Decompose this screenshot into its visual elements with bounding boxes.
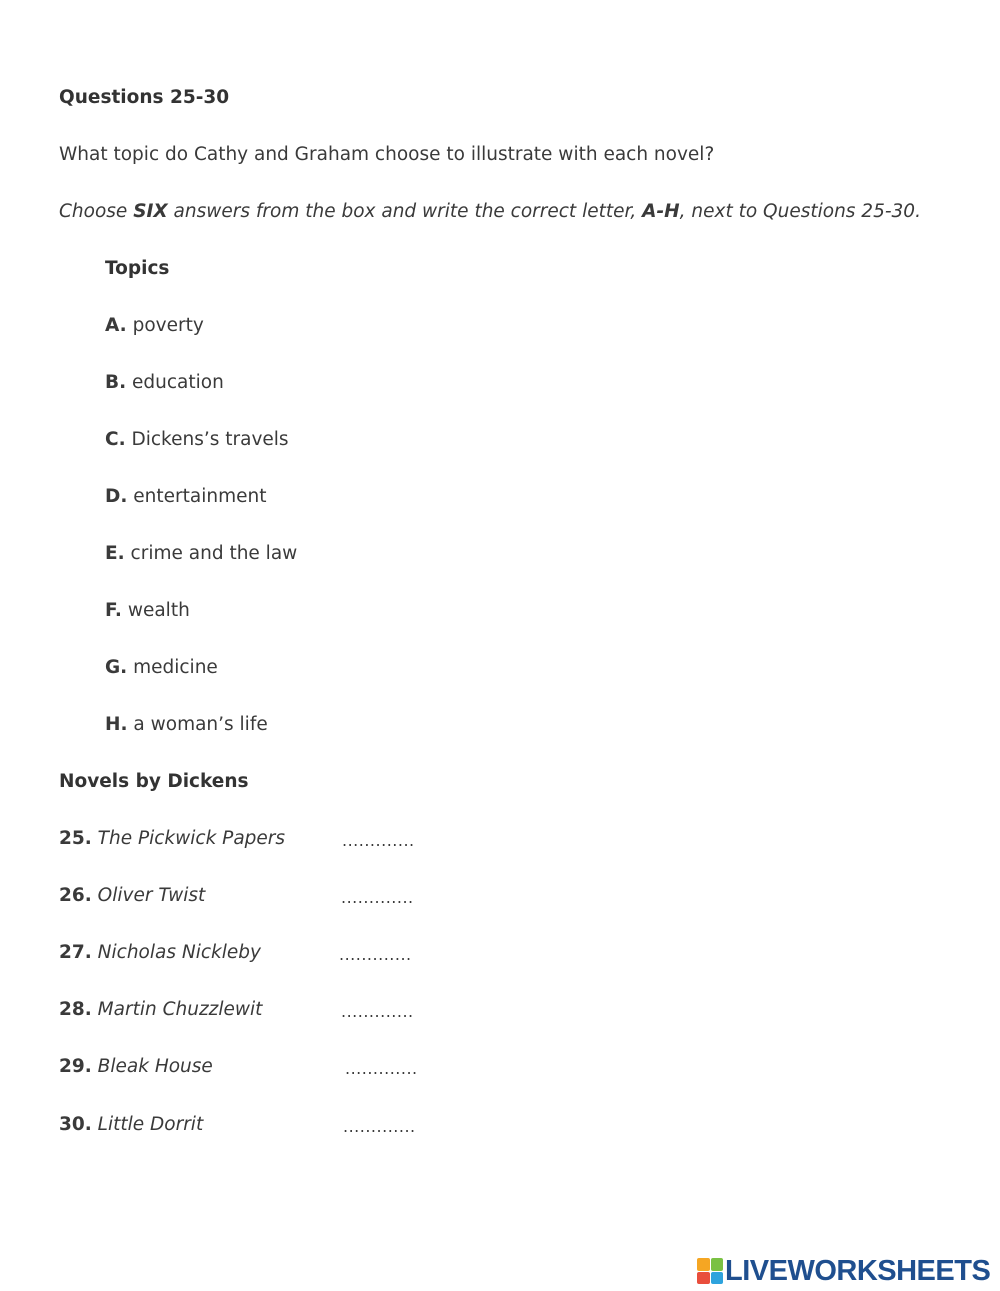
answer-blank[interactable]: .............	[341, 1002, 414, 1021]
instruction-text: Choose SIX answers from the box and write the correct letter, A-H, next to Questions 25-30.	[59, 201, 921, 222]
answer-blank[interactable]: .............	[345, 1059, 418, 1078]
topic-item: G. medicine	[105, 657, 218, 678]
topic-item: H. a woman’s life	[105, 714, 268, 735]
novel-item: 27. Nicholas Nickleby	[59, 942, 261, 963]
topic-item: F. wealth	[105, 600, 190, 621]
questions-title: Questions 25-30	[59, 87, 230, 108]
topic-item: C. Dickens’s travels	[105, 429, 289, 450]
answer-blank[interactable]: .............	[341, 888, 414, 907]
answer-blank[interactable]: .............	[343, 1117, 416, 1136]
logo-text: LIVEWORKSHEETS	[725, 1255, 991, 1287]
answer-blank[interactable]: .............	[339, 945, 412, 964]
novel-item: 30. Little Dorrit	[59, 1114, 204, 1135]
liveworksheets-logo	[697, 1255, 990, 1287]
topic-item: A. poverty	[105, 315, 204, 336]
novel-item: 26. Oliver Twist	[59, 885, 206, 906]
novels-heading: Novels by Dickens	[59, 771, 249, 792]
topics-heading: Topics	[105, 258, 170, 279]
topic-item: B. education	[105, 372, 224, 393]
novel-item: 29. Bleak House	[59, 1056, 213, 1077]
topic-item: E. crime and the law	[105, 543, 298, 564]
novel-item: 28. Martin Chuzzlewit	[59, 999, 263, 1020]
novel-item: 25. The Pickwick Papers	[59, 828, 286, 849]
answer-blank[interactable]: .............	[342, 831, 415, 850]
liveworksheets-icon	[697, 1258, 723, 1284]
question-text: What topic do Cathy and Graham choose to illustrate with each novel?	[59, 144, 715, 165]
topic-item: D. entertainment	[105, 486, 267, 507]
